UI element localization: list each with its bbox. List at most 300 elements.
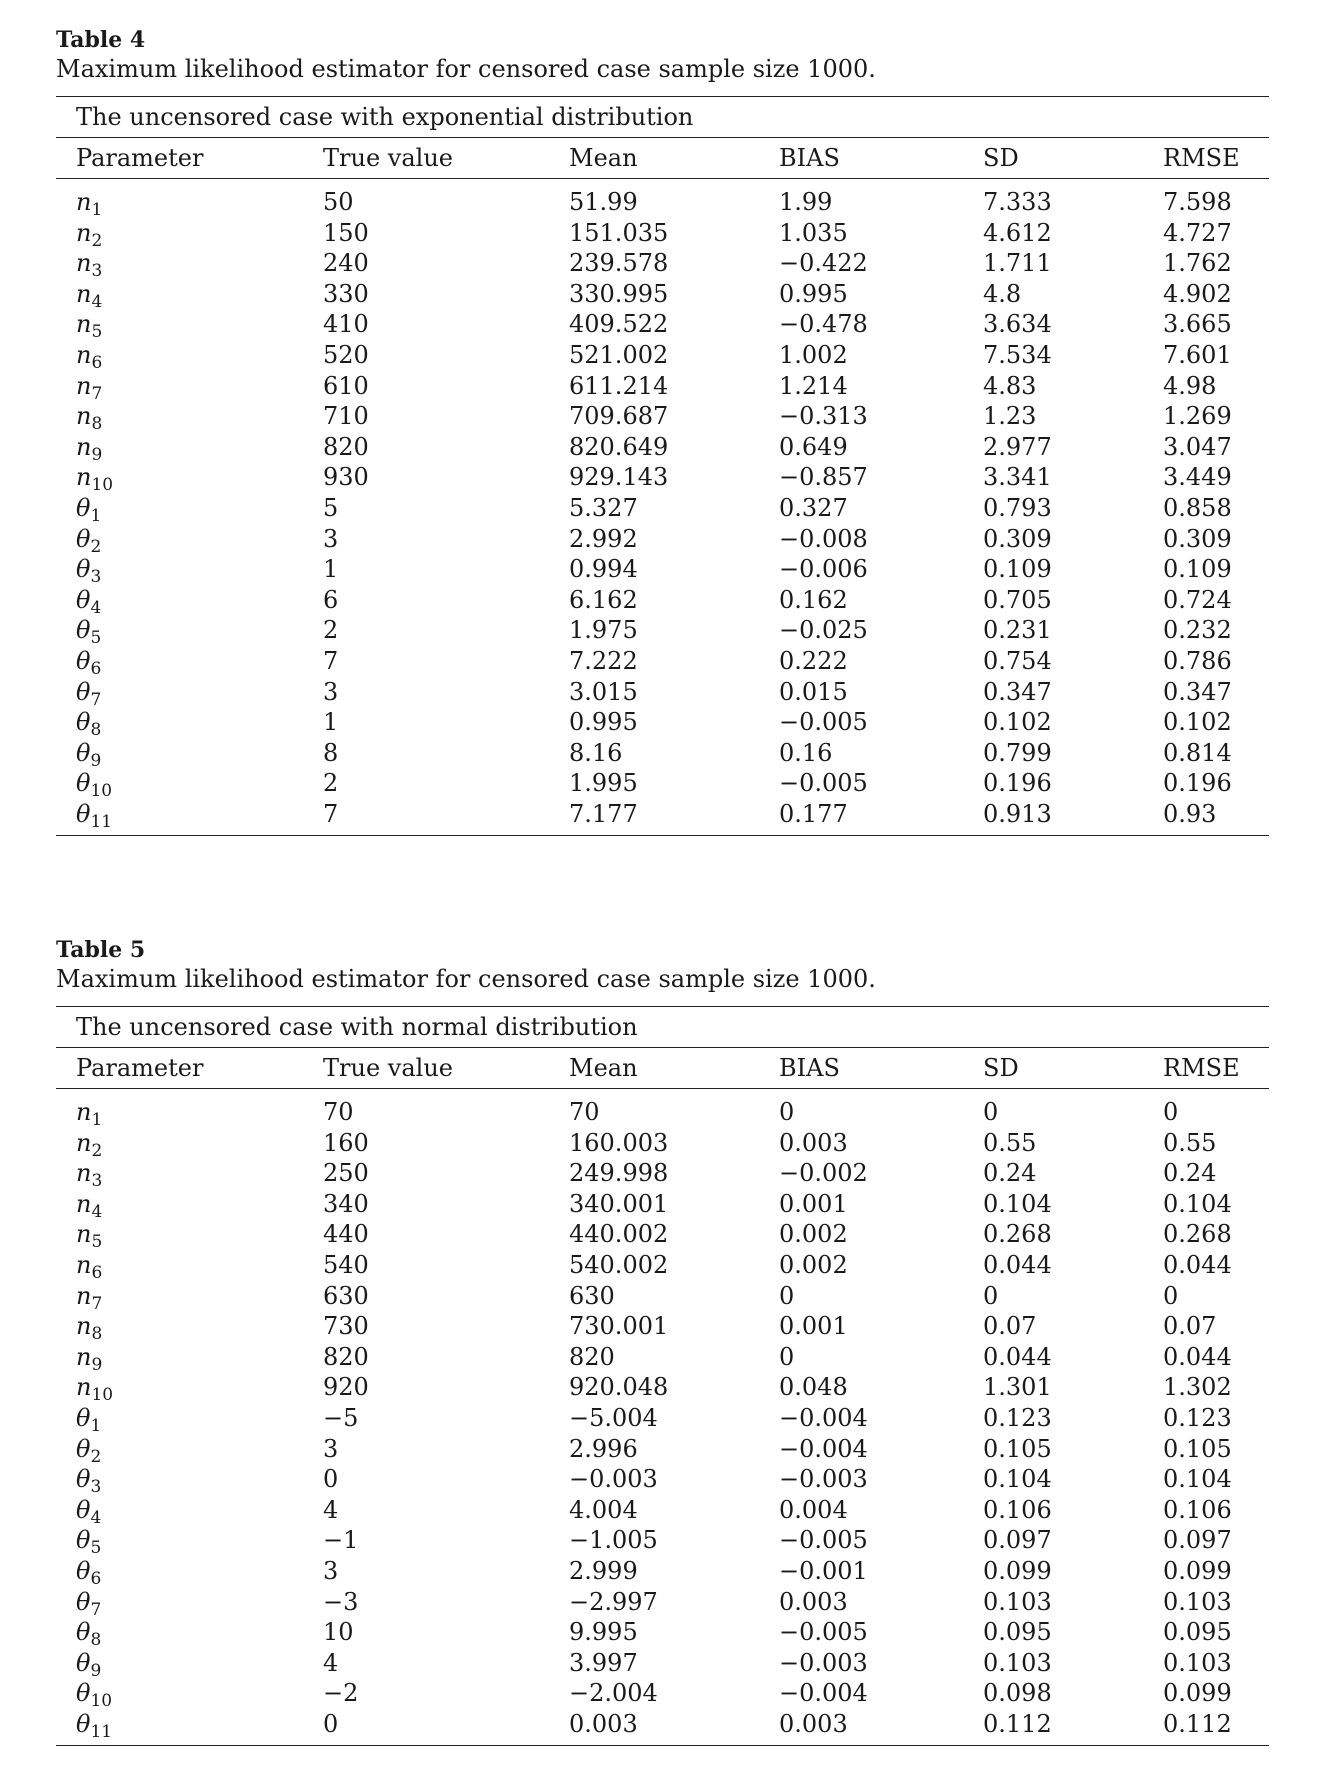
bias-cell: 0.001 <box>779 1312 848 1341</box>
table-row <box>56 1372 1269 1406</box>
parameter-symbol: n <box>76 340 92 369</box>
mean-cell: 820.649 <box>569 432 669 461</box>
sd-cell: 0.347 <box>983 677 1052 706</box>
sd-cell: 0.793 <box>983 493 1052 522</box>
sd-cell: 0.102 <box>983 708 1052 737</box>
parameter-cell <box>76 1372 114 1406</box>
sd-cell: 0.098 <box>983 1679 1052 1708</box>
parameter-subscript: 6 <box>90 658 102 679</box>
rmse-cell: 0.724 <box>1163 585 1232 614</box>
sd-cell: 0.106 <box>983 1495 1052 1524</box>
bias-cell: 0.003 <box>779 1709 848 1738</box>
table-row <box>56 187 1269 218</box>
parameter-symbol: θ <box>76 1403 91 1432</box>
rmse-cell: 0.814 <box>1163 738 1232 767</box>
rmse-cell: 3.665 <box>1163 310 1232 339</box>
mean-cell: 2.996 <box>569 1434 638 1463</box>
sd-cell: 0.044 <box>983 1250 1052 1279</box>
parameter-subscript: 4 <box>90 1507 102 1528</box>
parameter-cell <box>76 677 101 708</box>
true-value-cell: 1 <box>323 708 339 737</box>
parameter-symbol: θ <box>76 738 91 767</box>
table-subtitle: The uncensored case with normal distribution <box>76 1013 638 1041</box>
bias-cell: 0.003 <box>779 1128 848 1157</box>
mean-cell: −0.003 <box>569 1465 658 1494</box>
table-row <box>56 1434 1269 1465</box>
parameter-symbol: n <box>76 1342 92 1371</box>
parameter-symbol: θ <box>76 1679 91 1708</box>
table-row <box>56 1464 1269 1498</box>
mean-cell: 611.214 <box>569 371 669 400</box>
parameter-symbol: n <box>76 310 92 339</box>
rmse-cell: 4.98 <box>1163 371 1217 400</box>
table-caption: Maximum likelihood estimator for censored case sample size 1000. <box>56 965 876 993</box>
rmse-cell: 0.106 <box>1163 1495 1232 1524</box>
table-row <box>56 677 1269 708</box>
bias-cell: 0.002 <box>779 1250 848 1279</box>
parameter-subscript: 9 <box>91 444 103 465</box>
parameter-cell <box>76 279 102 310</box>
parameter-symbol: θ <box>76 555 91 584</box>
parameter-subscript: 4 <box>90 597 102 618</box>
mean-cell: −5.004 <box>569 1403 658 1432</box>
header-mean: Mean <box>569 1054 638 1082</box>
bottom-rule <box>56 835 1269 836</box>
mean-cell: 6.162 <box>569 585 638 614</box>
true-value-cell: 0 <box>323 1709 339 1738</box>
parameter-symbol: θ <box>76 524 91 553</box>
sd-cell: 4.83 <box>983 371 1037 400</box>
header-parameter: Parameter <box>76 1054 204 1082</box>
table-row <box>56 309 1269 343</box>
parameter-subscript: 6 <box>90 1568 102 1589</box>
parameter-cell <box>76 1189 102 1220</box>
mean-cell: 9.995 <box>569 1618 638 1647</box>
parameter-cell <box>76 1464 102 1498</box>
table-row <box>56 1678 1269 1712</box>
parameter-symbol: n <box>76 1250 92 1279</box>
true-value-cell: 10 <box>323 1618 354 1647</box>
parameter-symbol: n <box>76 371 92 400</box>
mean-cell: 2.999 <box>569 1556 638 1585</box>
parameter-symbol: n <box>76 1128 92 1157</box>
true-value-cell: 3 <box>323 1556 339 1585</box>
true-value-cell: 710 <box>323 402 369 431</box>
table-row <box>56 401 1269 435</box>
true-value-cell: 330 <box>323 279 369 308</box>
bias-cell: −0.422 <box>779 249 868 278</box>
parameter-subscript: 2 <box>90 536 102 557</box>
parameter-symbol: n <box>76 1281 92 1310</box>
parameter-symbol: θ <box>76 1434 91 1463</box>
true-value-cell: −2 <box>323 1679 359 1708</box>
table-4 <box>56 26 1269 836</box>
parameter-cell <box>76 340 102 371</box>
true-value-cell: −3 <box>323 1587 359 1616</box>
parameter-subscript: 1 <box>91 200 103 220</box>
sd-cell: 4.612 <box>983 218 1052 247</box>
parameter-subscript: 4 <box>91 1201 103 1222</box>
sd-cell: 0.104 <box>983 1465 1052 1494</box>
true-value-cell: 240 <box>323 249 369 278</box>
bias-cell: 1.99 <box>779 188 833 216</box>
rmse-cell: 1.269 <box>1163 402 1232 431</box>
mean-cell: 521.002 <box>569 340 669 369</box>
parameter-subscript: 3 <box>90 1477 102 1498</box>
mean-cell: 540.002 <box>569 1250 669 1279</box>
bias-cell: 1.214 <box>779 371 848 400</box>
parameter-cell <box>76 524 101 555</box>
sd-cell: 1.711 <box>983 249 1052 278</box>
parameter-cell <box>76 554 102 588</box>
table-row <box>56 585 1269 616</box>
rmse-cell: 0.93 <box>1163 799 1217 828</box>
rmse-cell: 0.104 <box>1163 1465 1232 1494</box>
parameter-subscript: 3 <box>90 567 102 588</box>
bias-cell: −0.004 <box>779 1403 868 1432</box>
true-value-cell: 630 <box>323 1281 369 1310</box>
sd-cell: 0.07 <box>983 1312 1037 1341</box>
mean-cell: 0.995 <box>569 708 638 737</box>
parameter-cell <box>76 1556 101 1587</box>
sd-cell: 0.309 <box>983 524 1052 553</box>
parameter-symbol: θ <box>76 1618 91 1647</box>
parameter-cell <box>76 1403 101 1434</box>
sd-cell: 4.8 <box>983 279 1022 308</box>
rmse-cell: 0.123 <box>1163 1403 1232 1432</box>
parameter-cell <box>76 371 102 402</box>
parameter-subscript: 7 <box>91 1293 103 1314</box>
parameter-cell <box>76 432 102 463</box>
parameter-symbol: θ <box>76 1587 91 1616</box>
mean-cell: 70 <box>569 1098 600 1126</box>
parameter-symbol: n <box>76 402 92 431</box>
rmse-cell: 0.044 <box>1163 1250 1232 1279</box>
parameter-cell <box>76 1495 101 1526</box>
parameter-subscript: 1 <box>90 505 102 526</box>
header-row <box>56 1048 1269 1088</box>
parameter-symbol: n <box>76 279 92 308</box>
mean-cell: 249.998 <box>569 1159 669 1188</box>
sd-cell: 0.044 <box>983 1342 1052 1371</box>
mean-cell: 239.578 <box>569 249 669 278</box>
bias-cell: 0.16 <box>779 738 833 767</box>
parameter-cell <box>76 646 101 677</box>
bias-cell: 0.327 <box>779 493 848 522</box>
sd-cell: 0.754 <box>983 646 1052 675</box>
bias-cell: −0.857 <box>779 463 868 492</box>
table-body <box>56 187 1269 832</box>
rmse-cell: 0.24 <box>1163 1159 1217 1188</box>
sd-cell: 1.23 <box>983 402 1037 431</box>
header-true-value: True value <box>323 144 453 172</box>
mean-cell: −2.997 <box>569 1587 658 1616</box>
parameter-symbol: n <box>76 218 92 247</box>
table-row <box>56 493 1269 524</box>
mean-cell: −1.005 <box>569 1526 658 1555</box>
sd-cell: 0.55 <box>983 1128 1037 1157</box>
true-value-cell: 440 <box>323 1220 369 1249</box>
sd-cell: 0.103 <box>983 1587 1052 1616</box>
parameter-symbol: θ <box>76 799 91 828</box>
mean-cell: 330.995 <box>569 279 669 308</box>
bias-cell: −0.002 <box>779 1159 868 1188</box>
parameter-cell <box>76 248 103 282</box>
sd-cell: 0.103 <box>983 1648 1052 1677</box>
parameter-cell <box>76 1158 103 1192</box>
parameter-subscript: 9 <box>90 1660 102 1681</box>
true-value-cell: 7 <box>323 799 339 828</box>
bias-cell: −0.001 <box>779 1556 868 1585</box>
bias-cell: 0.222 <box>779 646 848 675</box>
sd-cell: 0.799 <box>983 738 1052 767</box>
rmse-cell: 1.302 <box>1163 1373 1232 1402</box>
true-value-cell: 920 <box>323 1373 369 1402</box>
table-row <box>56 738 1269 769</box>
bias-cell: 0.649 <box>779 432 848 461</box>
parameter-subscript: 3 <box>91 1171 103 1192</box>
rmse-cell: 4.902 <box>1163 279 1232 308</box>
parameter-cell <box>76 799 112 830</box>
mean-cell: 51.99 <box>569 188 638 216</box>
bias-cell: 0.048 <box>779 1373 848 1402</box>
parameter-subscript: 4 <box>91 291 103 312</box>
rmse-cell: 7.601 <box>1163 340 1232 369</box>
parameter-cell <box>76 738 101 769</box>
true-value-cell: 50 <box>323 188 354 216</box>
parameter-cell <box>76 1219 103 1253</box>
parameter-symbol: θ <box>76 708 91 737</box>
table-row <box>56 1097 1269 1128</box>
header-row <box>56 138 1269 178</box>
true-value-cell: 3 <box>323 524 339 553</box>
header-mean: Mean <box>569 144 638 172</box>
sd-cell: 0.095 <box>983 1618 1052 1647</box>
parameter-symbol: n <box>76 1159 92 1188</box>
header-sd: SD <box>983 1054 1019 1082</box>
bias-cell: −0.005 <box>779 1618 868 1647</box>
table-row <box>56 1556 1269 1587</box>
parameter-symbol: n <box>76 1189 92 1218</box>
parameter-subscript: 6 <box>91 352 103 373</box>
parameter-symbol: n <box>76 1220 92 1249</box>
mean-cell: 151.035 <box>569 218 669 247</box>
header-sd: SD <box>983 144 1019 172</box>
parameter-cell <box>76 309 103 343</box>
mean-cell: 630 <box>569 1281 615 1310</box>
parameter-subscript: 10 <box>90 781 113 802</box>
rmse-cell: 1.762 <box>1163 249 1232 278</box>
true-value-cell: 5 <box>323 493 339 522</box>
table-label: Table 4 <box>56 27 146 53</box>
mean-cell: 440.002 <box>569 1220 669 1249</box>
rmse-cell: 0.095 <box>1163 1618 1232 1647</box>
bias-cell: −0.478 <box>779 310 868 339</box>
rmse-cell: 0.105 <box>1163 1434 1232 1463</box>
parameter-cell <box>76 1128 102 1159</box>
table-row <box>56 371 1269 402</box>
mean-cell: 409.522 <box>569 310 669 339</box>
true-value-cell: 150 <box>323 218 369 247</box>
parameter-cell <box>76 1434 101 1465</box>
sd-cell: 7.333 <box>983 188 1052 216</box>
rmse-cell: 0.103 <box>1163 1587 1232 1616</box>
bias-cell: −0.004 <box>779 1434 868 1463</box>
header-bias: BIAS <box>779 144 840 172</box>
parameter-symbol: θ <box>76 769 91 798</box>
table-row <box>56 615 1269 649</box>
parameter-cell <box>76 1587 101 1618</box>
table-row <box>56 799 1269 830</box>
table-row <box>56 1525 1269 1559</box>
parameter-subscript: 5 <box>90 1538 102 1559</box>
parameter-cell <box>76 1648 101 1679</box>
table-caption: Maximum likelihood estimator for censored case sample size 1000. <box>56 55 876 83</box>
table-row <box>56 1617 1269 1651</box>
bias-cell: 1.002 <box>779 340 848 369</box>
sd-cell: 2.977 <box>983 432 1052 461</box>
table-body <box>56 1097 1269 1742</box>
sd-cell: 1.301 <box>983 1373 1052 1402</box>
bias-cell: −0.313 <box>779 402 868 431</box>
rmse-cell: 0.196 <box>1163 769 1232 798</box>
bias-cell: 0.002 <box>779 1220 848 1249</box>
table-row <box>56 1158 1269 1192</box>
parameter-cell <box>76 218 102 249</box>
true-value-cell: −5 <box>323 1403 359 1432</box>
parameter-subscript: 10 <box>91 475 114 496</box>
true-value-cell: 730 <box>323 1312 369 1341</box>
parameter-symbol: θ <box>76 1495 91 1524</box>
rmse-cell: 4.727 <box>1163 218 1232 247</box>
bias-cell: 0.015 <box>779 677 848 706</box>
bias-cell: −0.003 <box>779 1648 868 1677</box>
parameter-subscript: 8 <box>90 720 102 741</box>
bias-cell: 0.003 <box>779 1587 848 1616</box>
true-value-cell: −1 <box>323 1526 359 1555</box>
parameter-subscript: 2 <box>91 230 103 251</box>
parameter-symbol: θ <box>76 646 91 675</box>
table-row <box>56 248 1269 282</box>
parameter-cell <box>76 1709 112 1740</box>
rmse-cell: 3.047 <box>1163 432 1232 461</box>
bias-cell: −0.005 <box>779 708 868 737</box>
rmse-cell: 0 <box>1163 1281 1179 1310</box>
bias-cell: 0 <box>779 1098 795 1126</box>
bias-cell: 0.177 <box>779 799 848 828</box>
parameter-symbol: n <box>76 188 92 216</box>
parameter-subscript: 8 <box>91 1324 103 1345</box>
table-row <box>56 432 1269 463</box>
table-row <box>56 646 1269 677</box>
true-value-cell: 6 <box>323 585 339 614</box>
parameter-cell <box>76 1311 103 1345</box>
mean-cell: 8.16 <box>569 738 623 767</box>
rmse-cell: 0.07 <box>1163 1312 1217 1341</box>
table-row <box>56 554 1269 588</box>
rmse-cell: 0.104 <box>1163 1189 1232 1218</box>
table-row <box>56 1311 1269 1345</box>
sd-cell: 0.112 <box>983 1709 1052 1738</box>
parameter-cell <box>76 493 101 524</box>
true-value-cell: 820 <box>323 1342 369 1371</box>
true-value-cell: 610 <box>323 371 369 400</box>
parameter-symbol: θ <box>76 1526 91 1555</box>
parameter-subscript: 7 <box>90 1599 102 1620</box>
bias-cell: 0 <box>779 1342 795 1371</box>
table-row <box>56 1189 1269 1220</box>
parameter-subscript: 11 <box>90 811 113 832</box>
bias-cell: −0.006 <box>779 555 868 584</box>
true-value-cell: 4 <box>323 1495 339 1524</box>
parameter-symbol: θ <box>76 616 91 645</box>
rmse-cell: 0.347 <box>1163 677 1232 706</box>
sd-cell: 0 <box>983 1098 999 1126</box>
true-value-cell: 820 <box>323 432 369 461</box>
header-rmse: RMSE <box>1163 144 1240 172</box>
parameter-symbol: θ <box>76 1648 91 1677</box>
table-row <box>56 1342 1269 1373</box>
bias-cell: −0.003 <box>779 1465 868 1494</box>
sd-cell: 0.231 <box>983 616 1052 645</box>
rmse-cell: 0.099 <box>1163 1679 1232 1708</box>
true-value-cell: 4 <box>323 1648 339 1677</box>
bottom-rule <box>56 1745 1269 1746</box>
sd-cell: 0.104 <box>983 1189 1052 1218</box>
parameter-subscript: 5 <box>90 628 102 649</box>
sd-cell: 3.634 <box>983 310 1052 339</box>
true-value-cell: 250 <box>323 1159 369 1188</box>
true-value-cell: 410 <box>323 310 369 339</box>
true-value-cell: 1 <box>323 555 339 584</box>
table-row <box>56 707 1269 741</box>
parameter-symbol: θ <box>76 1709 91 1738</box>
true-value-cell: 8 <box>323 738 339 767</box>
header-bias: BIAS <box>779 1054 840 1082</box>
parameter-subscript: 7 <box>90 689 102 710</box>
parameter-subscript: 9 <box>91 1354 103 1375</box>
parameter-symbol: n <box>76 1312 92 1341</box>
rmse-cell: 0.103 <box>1163 1648 1232 1677</box>
parameter-symbol: n <box>76 463 92 492</box>
mean-cell: 1.975 <box>569 616 638 645</box>
true-value-cell: 540 <box>323 1250 369 1279</box>
parameter-symbol: n <box>76 1373 92 1402</box>
parameter-symbol: n <box>76 1098 92 1126</box>
rmse-cell: 0.044 <box>1163 1342 1232 1371</box>
rmse-cell: 3.449 <box>1163 463 1232 492</box>
header-parameter: Parameter <box>76 144 204 172</box>
rmse-cell: 0.309 <box>1163 524 1232 553</box>
mean-cell: 4.004 <box>569 1495 638 1524</box>
true-value-cell: 340 <box>323 1189 369 1218</box>
table-row <box>56 340 1269 371</box>
mean-cell: 0.994 <box>569 555 638 584</box>
sd-cell: 7.534 <box>983 340 1052 369</box>
parameter-subscript: 1 <box>91 1110 103 1130</box>
parameter-subscript: 2 <box>90 1446 102 1467</box>
parameter-subscript: 6 <box>91 1262 103 1283</box>
true-value-cell: 520 <box>323 340 369 369</box>
sd-cell: 0.268 <box>983 1220 1052 1249</box>
table-row <box>56 1250 1269 1281</box>
parameter-symbol: n <box>76 432 92 461</box>
parameter-cell <box>76 707 102 741</box>
header-true-value: True value <box>323 1054 453 1082</box>
mean-cell: 929.143 <box>569 463 669 492</box>
mean-cell: 3.015 <box>569 677 638 706</box>
table-row <box>56 462 1269 496</box>
